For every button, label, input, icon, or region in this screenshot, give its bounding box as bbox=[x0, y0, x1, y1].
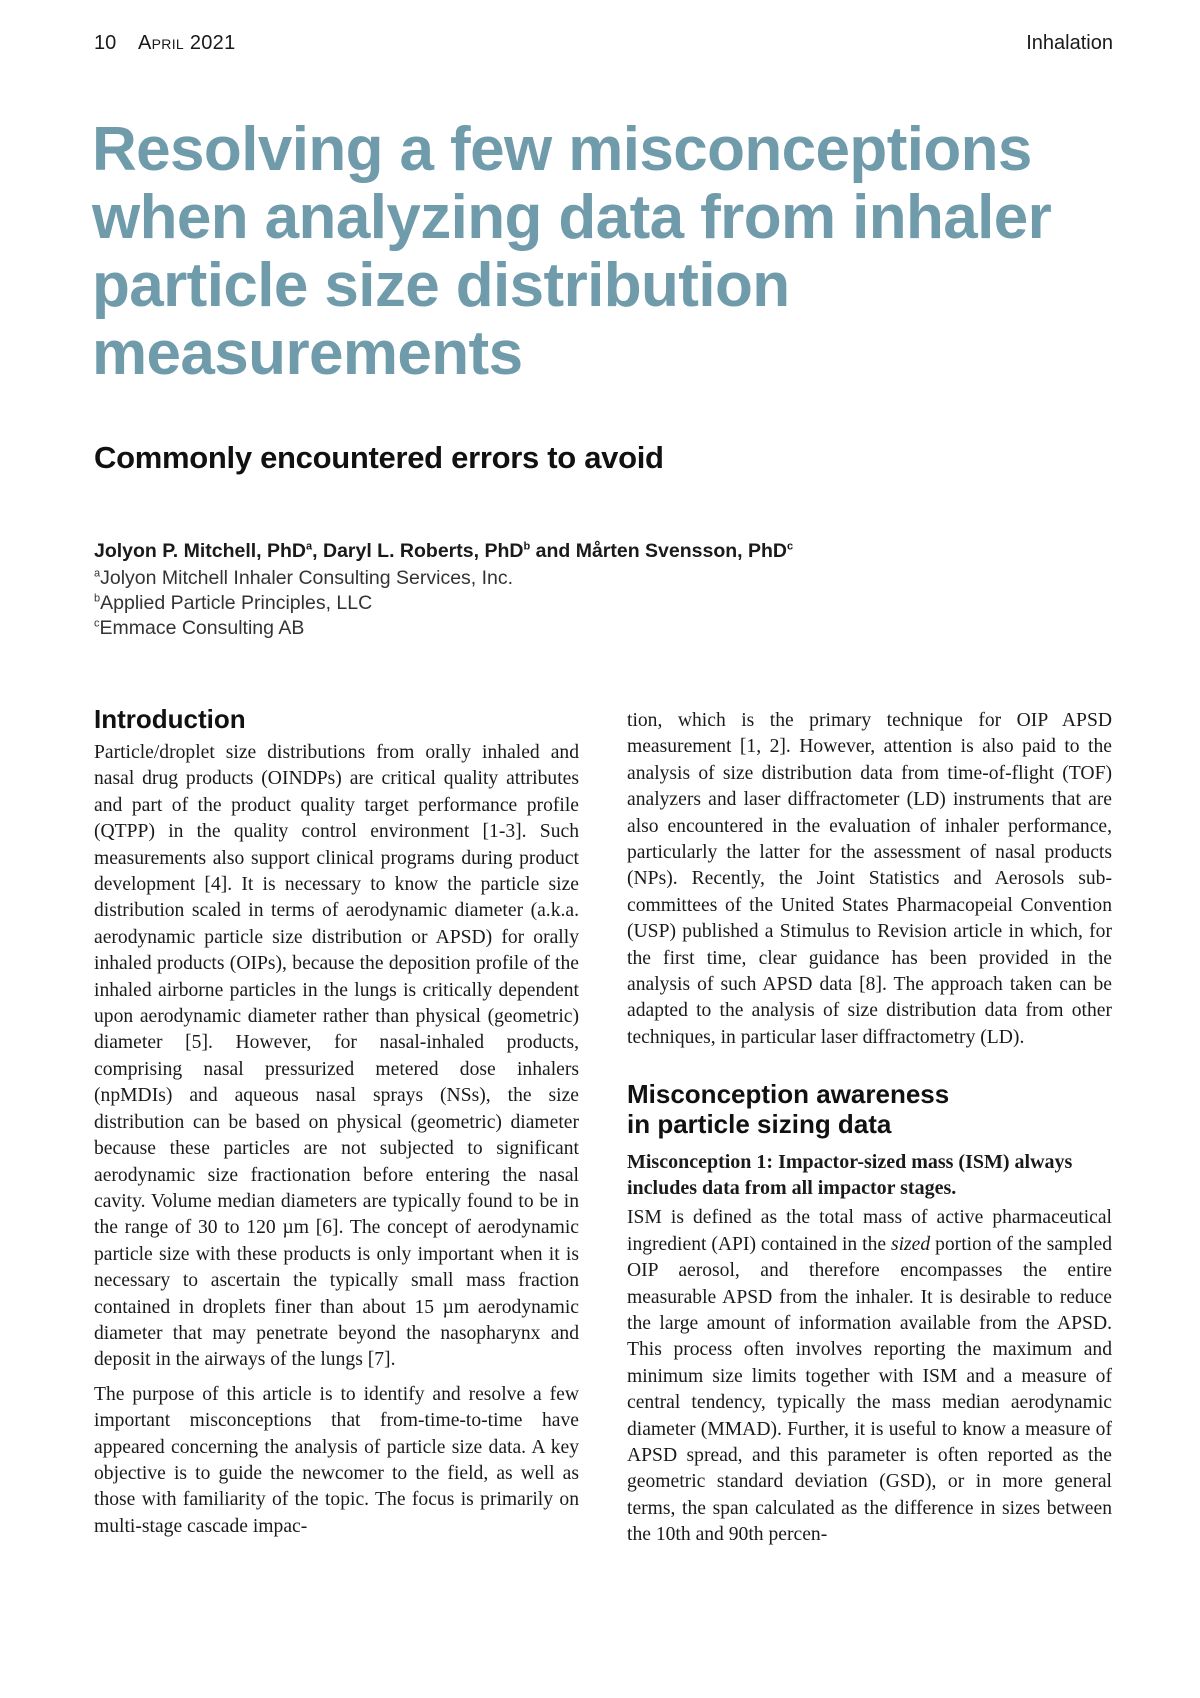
affiliation-mark: b bbox=[94, 592, 101, 605]
page-number: 10 bbox=[94, 32, 117, 54]
author-list bbox=[94, 540, 994, 563]
author-mark: c bbox=[787, 540, 794, 553]
affiliation-mark: c bbox=[94, 617, 100, 630]
running-head bbox=[94, 32, 1113, 58]
purpose-paragraph-continued: tion, which is the primary technique for OIP APSD measurement [1, 2]. However, attention is also paid to the analysis of size distribution data from time-of-flight (TOF) analyzers and laser diffractometer (LD) instruments that are also encountered in the evaluation of inhaler performance, particularly the latter for the assessment of nasal products (NPs). Recently, the Joint Statistics and Aerosols sub-committees of the United States Pharmacopeial Convention (USP) published a Stimulus to Revision article in which, for the first time, clear guidance has been provided in the analysis of such APSD data [8]. The approach taken can be adapted to the analysis of size distribution data from other techniques, in particular laser diffractometry (LD). bbox=[627, 710, 1112, 1048]
author-separator: and bbox=[530, 540, 576, 562]
affiliation bbox=[94, 616, 994, 641]
affiliation-text: Jolyon Mitchell Inhaler Consulting Services, Inc. bbox=[100, 567, 514, 589]
affiliation bbox=[94, 566, 994, 591]
affiliation-text: Applied Particle Principles, LLC bbox=[100, 592, 373, 614]
text-run: portion of the sampled OIP aerosol, and therefore encompasses the entire measurable APSD from the inhaler. It is desirable to reduce the large amount of information available from the APSD. This process often involves reporting the maximum and minimum size limits together with ISM and a measure of central tendency, typically the mass median aerodynamic diameter (MMAD). Further, it is useful to know a measure of APSD spread, and this parameter is often reported as the geometric standard deviation (GSD), or in more general terms, the span calculated as the difference in sizes between the 10th and 90th percen- bbox=[627, 1233, 1112, 1546]
misconception-1-paragraph bbox=[627, 1205, 1112, 1548]
misconception-section-heading bbox=[627, 1079, 1112, 1139]
misconception-1-heading: Misconception 1: Impactor-sized mass (ISM) always includes data from all impactor stages. bbox=[627, 1151, 1073, 1200]
article-subtitle: Commonly encountered errors to avoid bbox=[94, 440, 664, 475]
section-name: Inhalation bbox=[1026, 32, 1113, 54]
column-left bbox=[94, 706, 579, 1548]
affiliation-text: Emmace Consulting AB bbox=[99, 617, 305, 639]
heading-line: in particle sizing data bbox=[627, 1109, 892, 1140]
issue-date: April 2021 bbox=[138, 32, 236, 54]
column-right bbox=[627, 708, 1112, 1557]
author-name: Jolyon P. Mitchell, PhD bbox=[94, 540, 307, 562]
affiliation bbox=[94, 591, 994, 616]
article-title: Resolving a few misconceptions when analyzing data from inhaler particle size distribution measurements bbox=[92, 115, 1052, 388]
introduction-heading: Introduction bbox=[94, 704, 246, 734]
heading-line: Misconception awareness bbox=[627, 1079, 950, 1110]
purpose-paragraph: The purpose of this article is to identify and resolve a few important misconceptions that from-time-to-time have appeared concerning the analysis of particle size data. A key objective is to guide the newcomer to the field, as well as those with familiarity of the topic. The focus is primarily on multi-stage cascade impac- bbox=[94, 1383, 579, 1537]
author-mark: a bbox=[306, 540, 313, 553]
author-block bbox=[94, 540, 994, 641]
affiliation-mark: a bbox=[94, 567, 101, 580]
author-mark: b bbox=[523, 540, 531, 553]
author-name: Mårten Svensson, PhD bbox=[575, 540, 788, 562]
introduction-paragraph: Particle/droplet size distributions from orally inhaled and nasal drug products (OINDPs) are critical quality attributes and part of the product quality target performance profile (QTPP) in the quality control environment [1-3]. Such measurements also support clinical programs during product development [4]. It is necessary to know the particle size distribution scaled in terms of aerodynamic diameter (a.k.a. aerodynamic particle size distribution or APSD) for orally inhaled products (OIPs), because the deposition profile of the inhaled airborne particles in the lungs is critically dependent upon aerodynamic diameter rather than physical (geometric) diameter [5]. However, for nasal-inhaled products, comprising nasal pressurized metered dose inhalers (npMDIs) and aqueous nasal sprays (NSs), the size distribution can be based on physical (geometric) diameter because these particles are not subjected to significant aerodynamic size fractionation before entering the nasal cavity. Volume median diameters are typically found to be in the range of 30 to 120 µm [6]. The concept of aerodynamic particle size with these products is only important when it is necessary to ascertain the typically small mass fraction contained in droplets finer than about 15 µm aerodynamic diameter that may penetrate beyond the nasopharynx and deposit in the airways of the lungs [7]. bbox=[94, 742, 579, 1371]
author-name: Daryl L. Roberts, PhD bbox=[322, 540, 524, 562]
author-separator: , bbox=[312, 540, 323, 562]
emphasis: sized bbox=[890, 1233, 931, 1255]
text-run: ISM is defined as the total mass of active pharmaceutical ingredient (API) contained in the bbox=[627, 1207, 1112, 1255]
